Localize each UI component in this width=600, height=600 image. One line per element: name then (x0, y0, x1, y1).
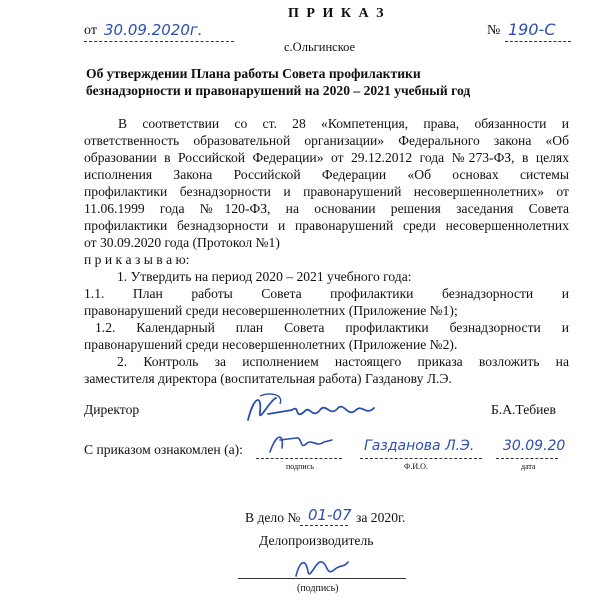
preamble-line-1: В соответствии со ст. 28 «Компетенция, права, обязанности и (118, 116, 569, 131)
item-2-line-1: 2. Контроль за исполнением настоящего приказа возложить на (117, 354, 569, 369)
order-word: п р и к а з ы в а ю: (84, 252, 190, 267)
order-date-prefix: от (84, 23, 97, 38)
acknowledgement-signature (266, 430, 336, 458)
caption-signature: подпись (286, 462, 314, 471)
filing-number-line (300, 525, 348, 526)
filing-number: 01-07 (308, 506, 352, 524)
item-1: 1. Утвердить на период 2020 – 2021 учебного года: (117, 269, 412, 284)
item-1-2-line-1: 1.2. Календарный план Совета профилактики безнадзорности и (95, 320, 569, 335)
order-number: 190-С (508, 20, 556, 39)
preamble-line-8: от 30.09.2020 года (Протокол №1) (84, 235, 280, 250)
filing-prefix: В дело № (245, 510, 301, 525)
subject-line-1: Об утверждении Плана работы Совета профилактики (86, 66, 421, 81)
preamble-line-4: исполнения Закона Российской Федерации «Об основах системы (84, 167, 569, 182)
clerk-role: Делопроизводитель (259, 533, 374, 548)
preamble-line-5: профилактики безнадзорности и правонарушений несовершеннолетних» от (84, 184, 569, 199)
preamble-line-7: профилактики безнадзорности и правонарушений среди несовершеннолетних (84, 218, 569, 233)
order-number-underline (505, 41, 571, 42)
item-1-1-line-2: правонарушений среди несовершеннолетних (Приложение №1); (84, 303, 458, 318)
order-number-prefix: № (487, 23, 501, 38)
fio-line (360, 458, 482, 459)
director-name: Б.А.Тебиев (491, 402, 556, 417)
subject-line-2: безнадзорности и правонарушений на 2020 – 2021 учебный год (86, 83, 471, 98)
preamble-line-3: образовании в Российской Федерации» от 29.12.2012 года №273-ФЗ, в целях (84, 150, 569, 165)
signature-line (256, 458, 342, 459)
item-1-1-line-1: 1.1. План работы Совета профилактики безнадзорности и (84, 286, 569, 301)
order-date: 30.09.2020г. (104, 21, 203, 39)
caption-fio: Ф.И.О. (404, 462, 428, 471)
place-name: с.Ольгинское (284, 40, 356, 54)
acknowledgement-fio: Газданова Л.Э. (364, 438, 475, 454)
item-2-line-2: заместителя директора (воспитательная работа) Газданову Л.Э. (84, 371, 452, 386)
document-title: П Р И К А З (288, 6, 386, 21)
filing-suffix: за 2020г. (356, 510, 406, 525)
order-date-underline (84, 41, 234, 42)
acknowledgement-date: 30.09.20 (503, 438, 566, 454)
date-line (496, 458, 558, 459)
clerk-caption: (подпись) (297, 583, 339, 594)
caption-date: дата (521, 462, 536, 471)
director-signature (240, 390, 390, 430)
preamble-line-6: 11.06.1999 года №120-ФЗ, на основании решения заседания Совета (84, 201, 569, 216)
clerk-signature-line (238, 578, 406, 579)
acknowledgement-label: С приказом ознакомлен (а): (84, 442, 243, 457)
item-1-2-line-2: правонарушений среди несовершеннолетних (Приложение №2). (84, 337, 458, 352)
director-role: Директор (84, 402, 140, 417)
preamble-line-2: ответственность образовательной организации» Федерального закона «Об (84, 133, 569, 148)
